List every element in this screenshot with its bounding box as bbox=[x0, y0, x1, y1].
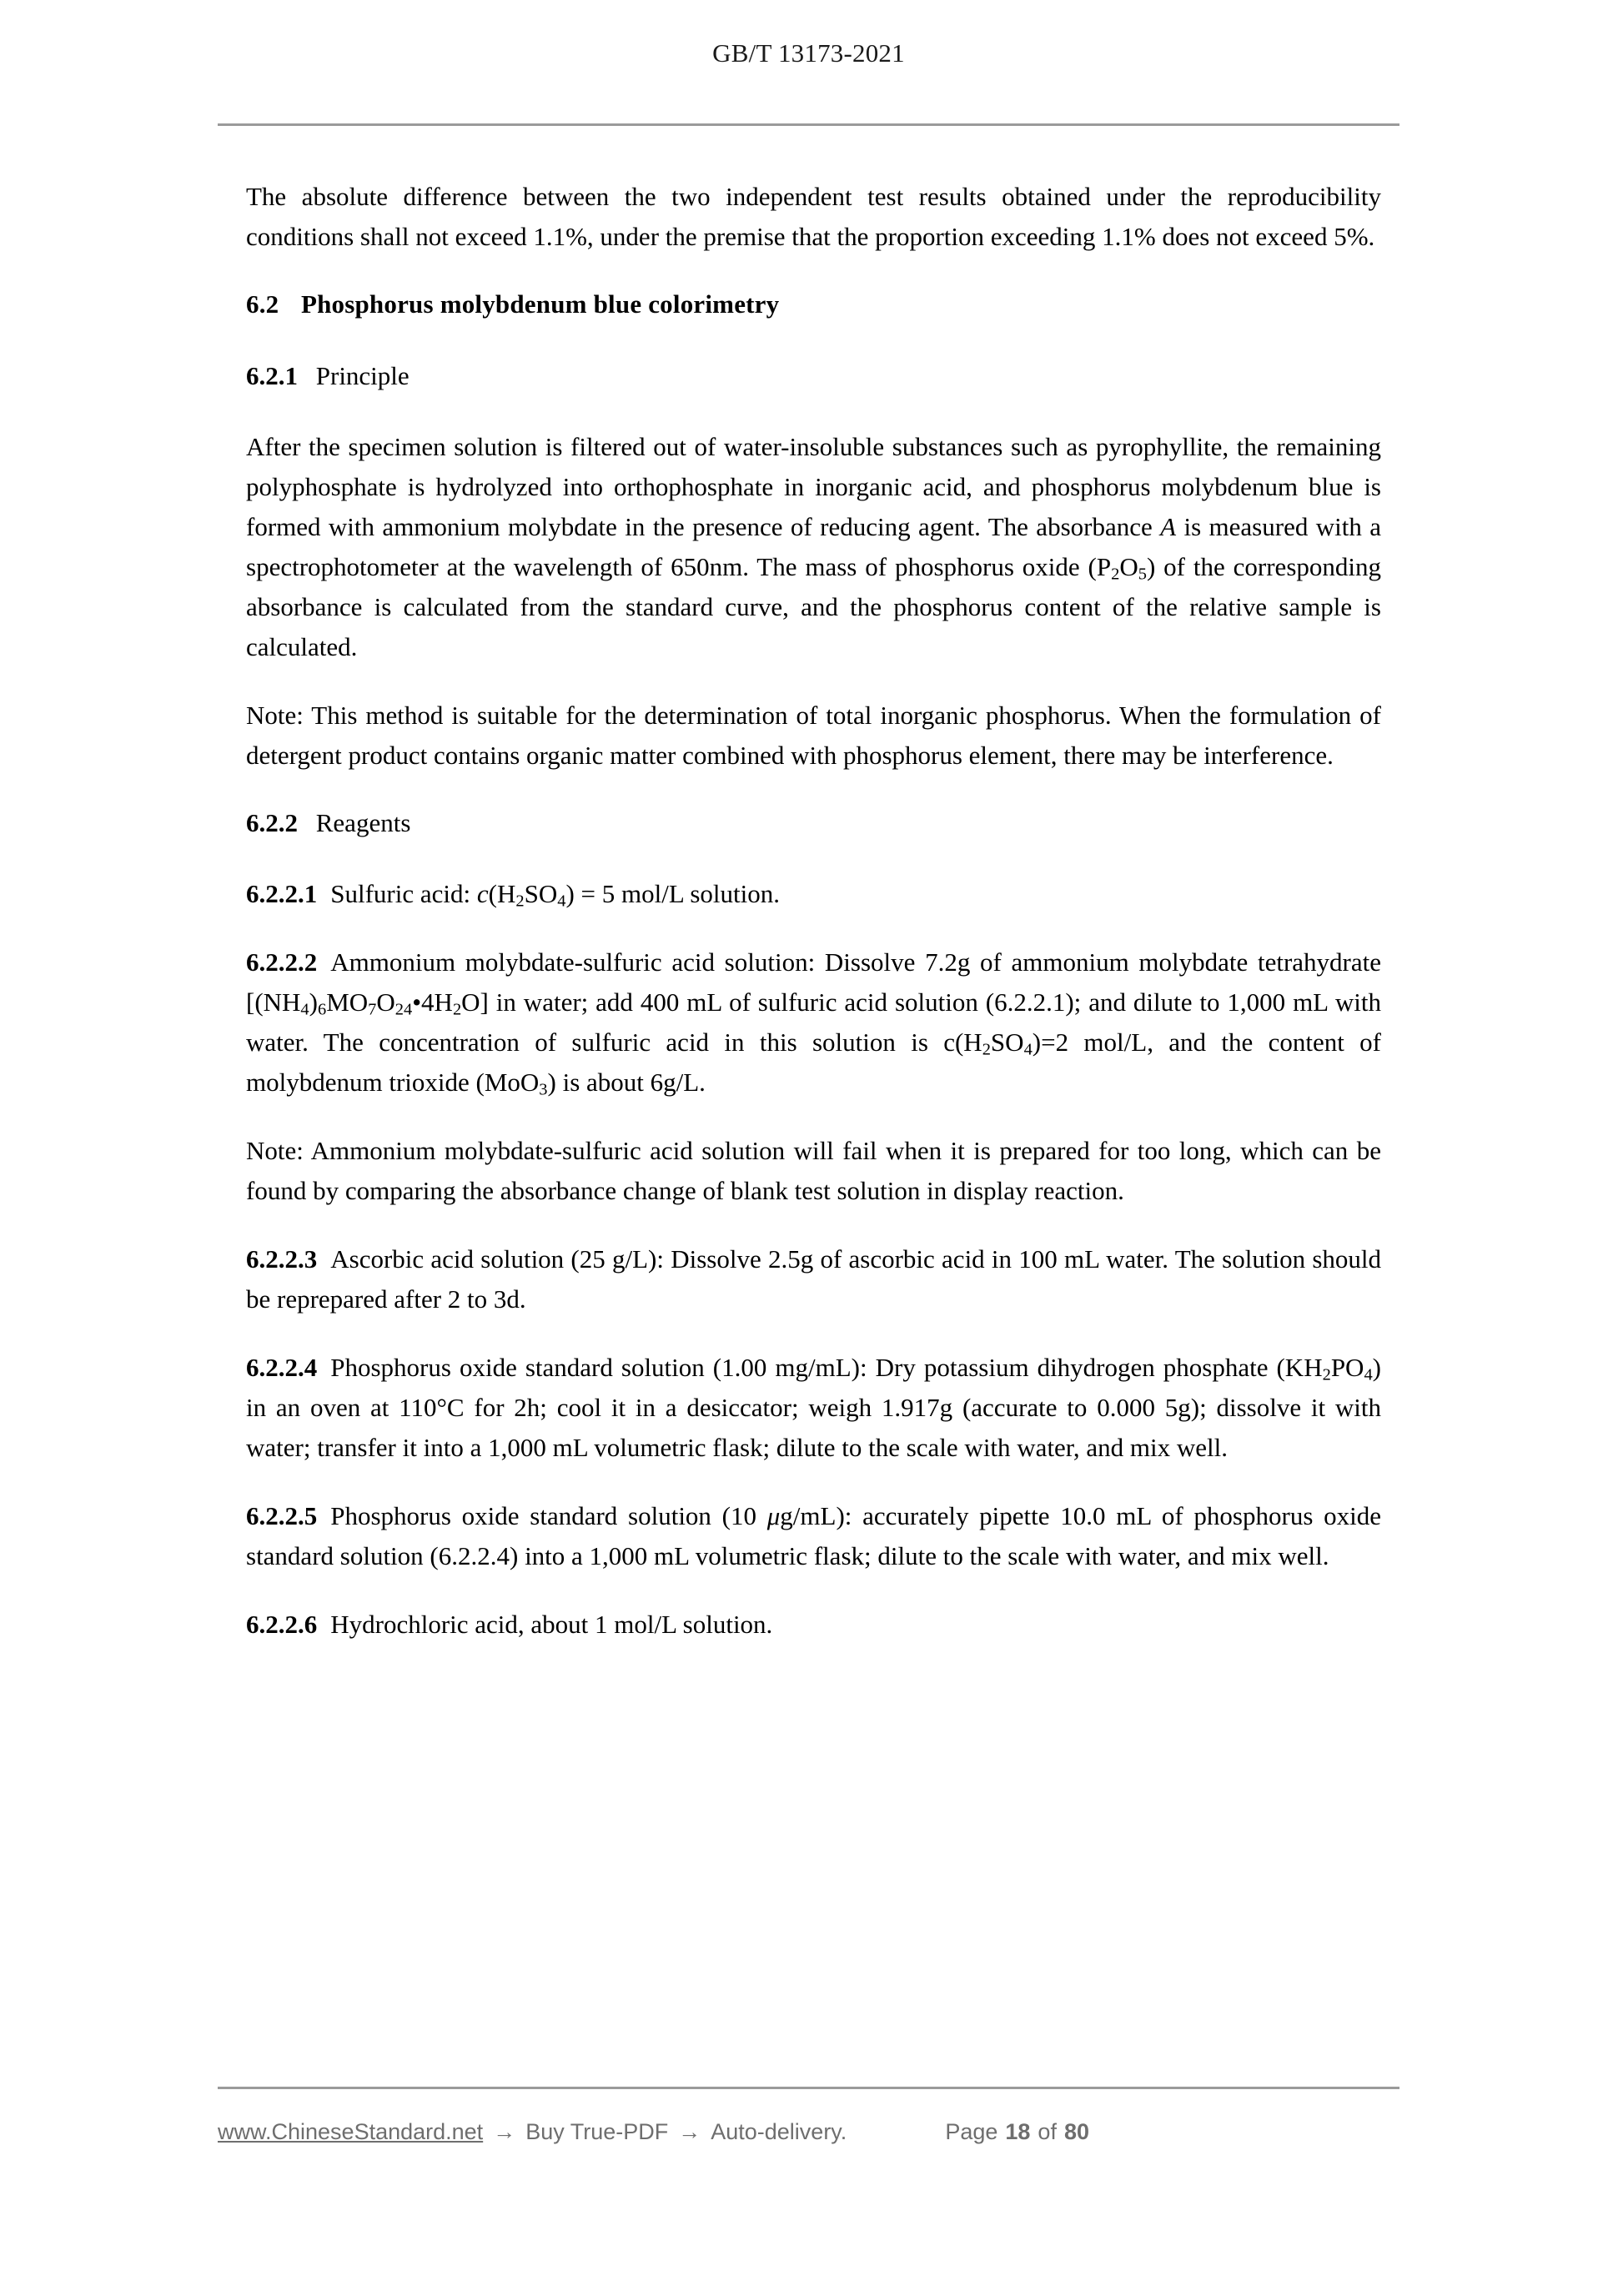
kh2po4-sub-4: 4 bbox=[1364, 1365, 1373, 1384]
clause-6-2-2-5-text-2: g/mL): accurately pipette 10.0 mL of phosphorus oxide standard solution (6.2.2.4) into a 1,000 mL volumetric flask; dilute to the scale with water, and mix well. bbox=[246, 1501, 1381, 1570]
clause-6-2-2-3-number: 6.2.2.3 bbox=[246, 1244, 318, 1274]
arrow-right-icon: → bbox=[493, 2119, 516, 2144]
clause-6-2-2-3-text: Ascorbic acid solution (25 g/L): Dissolve 2.5g of ascorbic acid in 100 mL water. The solution should be reprepared after 2 to 3d. bbox=[246, 1244, 1381, 1314]
clause-6-2-2-4-number: 6.2.2.4 bbox=[246, 1353, 318, 1382]
h2so4-sub-2: 2 bbox=[515, 892, 525, 911]
hydrate-label: •4H bbox=[412, 987, 453, 1017]
principle-paragraph bbox=[246, 427, 1381, 667]
absorbance-symbol: A bbox=[1160, 512, 1177, 541]
page-footer bbox=[218, 2087, 1399, 2145]
clause-6-2-2-2-text-2: O] in water; add 400 mL of sulfuric acid solution (6.2.2.1); and dilute to 1,000 mL with water. The concentration of sulfuric acid in this solution is c(H bbox=[246, 987, 1381, 1057]
clause-6-2-2-2-text-4: ) is about 6g/L. bbox=[547, 1068, 706, 1097]
clause-6-2-2-2-text-1: Ammonium molybdate-sulfuric acid solution: Dissolve 7.2g of ammonium molybdate tetrahydrate [(NH bbox=[246, 947, 1381, 1017]
kh2po4-po: PO bbox=[1330, 1353, 1364, 1382]
clause-6-2-2-5 bbox=[246, 1496, 1381, 1576]
page-header bbox=[218, 37, 1399, 128]
heading-6-2-title: Phosphorus molybdenum blue colorimetry bbox=[300, 289, 780, 319]
heading-6-2 bbox=[246, 285, 1381, 324]
moo3-sub-3: 3 bbox=[539, 1080, 548, 1099]
nh4-sub-4: 4 bbox=[300, 1000, 309, 1019]
page-indicator bbox=[945, 2119, 1097, 2145]
standard-number-title: GB/T 13173-2021 bbox=[712, 38, 905, 68]
heading-6-2-2-number: 6.2.2 bbox=[246, 808, 298, 837]
h2so4b-sub-4: 4 bbox=[1023, 1040, 1033, 1059]
nh4-close: ) bbox=[309, 987, 318, 1017]
clause-6-2-2-3 bbox=[246, 1239, 1381, 1319]
nh4-sub-6: 6 bbox=[317, 1000, 327, 1019]
footer-promo-buy: Buy True-PDF bbox=[525, 2119, 669, 2144]
principle-text-1: After the specimen solution is filtered out of water-insoluble substances such as pyrophyllite, the remaining polyphosphate is hydrolyzed into orthophosphate in inorganic acid, and phosphorus molybdenum blue is formed with ammonium molybdate in the presence of reducing agent. The absorbance bbox=[246, 432, 1381, 541]
clause-6-2-2-1-text-3: ) = 5 mol/L solution. bbox=[565, 879, 781, 908]
clause-6-2-2-4-text-2: ) in an oven at 110°C for 2h; cool it in a desiccator; weigh 1.917g (accurate to 0.000 5g); dissolve it with water; transfer it into a 1,000 mL volumetric flask; dilute to the scale with water, and mix well. bbox=[246, 1353, 1381, 1462]
principle-text-2: is measured with a spectrophotometer at the wavelength of 650nm. The mass of phosphorus oxide (P bbox=[246, 512, 1382, 581]
clause-6-2-2-6 bbox=[246, 1605, 1381, 1645]
heading-6-2-1 bbox=[246, 357, 1381, 395]
clause-6-2-2-6-number: 6.2.2.6 bbox=[246, 1610, 318, 1639]
concentration-symbol-c: c bbox=[476, 879, 489, 908]
clause-6-2-2-1-number: 6.2.2.1 bbox=[246, 879, 318, 908]
heading-6-2-number: 6.2 bbox=[246, 289, 279, 319]
heading-6-2-1-number: 6.2.1 bbox=[246, 361, 298, 390]
footer-website-link[interactable]: www.ChineseStandard.net bbox=[218, 2119, 484, 2144]
clause-6-2-2-4 bbox=[246, 1348, 1381, 1468]
clause-6-2-2-4-text-1: Phosphorus oxide standard solution (1.00 mg/mL): Dry potassium dihydrogen phosphate (KH bbox=[330, 1353, 1323, 1382]
clause-6-2-2-5-number: 6.2.2.5 bbox=[246, 1501, 318, 1530]
footer-divider bbox=[218, 2087, 1399, 2089]
clause-6-2-2-6-text: Hydrochloric acid, about 1 mol/L solution. bbox=[330, 1610, 773, 1639]
kh2po4-sub-2: 2 bbox=[1322, 1365, 1331, 1384]
footer-row bbox=[218, 2119, 1399, 2145]
principle-text-3: ) of the corresponding absorbance is calculated from the standard curve, and the phosphorus content of the relative sample is calculated. bbox=[246, 552, 1381, 661]
heading-6-2-1-title: Principle bbox=[315, 361, 410, 390]
mo-label: MO bbox=[326, 987, 369, 1017]
h2so4-so: SO bbox=[524, 879, 558, 908]
hydrate-sub-2: 2 bbox=[452, 1000, 462, 1019]
note-principle: Note: This method is suitable for the determination of total inorganic phosphorus. When the formulation of detergent product contains organic matter combined with phosphorus element, there may be interference. bbox=[246, 701, 1381, 770]
heading-6-2-2-title: Reagents bbox=[315, 808, 411, 837]
p2o5-o: O bbox=[1119, 552, 1138, 581]
clause-6-2-2-1-text-2: (H bbox=[488, 879, 516, 908]
of-label: of bbox=[1038, 2119, 1057, 2144]
h2so4-sub-4: 4 bbox=[557, 892, 566, 911]
page-label: Page bbox=[945, 2119, 998, 2144]
h2so4b-sub-2: 2 bbox=[982, 1040, 991, 1059]
total-page-count: 80 bbox=[1063, 2119, 1089, 2144]
header-divider bbox=[218, 123, 1399, 126]
footer-promo-delivery: Auto-delivery. bbox=[711, 2119, 847, 2144]
micro-symbol: μ bbox=[766, 1501, 781, 1530]
note-molybdate: Note: Ammonium molybdate-sulfuric acid solution will fail when it is prepared for too long, which can be found by comparing the absorbance change of blank test solution in display reaction. bbox=[246, 1136, 1381, 1205]
o-label: O bbox=[376, 987, 395, 1017]
document-body bbox=[246, 177, 1381, 1673]
p2o5-sub-2: 2 bbox=[1111, 565, 1120, 584]
clause-6-2-2-5-text-1: Phosphorus oxide standard solution (10 bbox=[330, 1501, 767, 1530]
clause-6-2-2-2-text-3: )=2 mol/L, and the content of molybdenum trioxide (MoO bbox=[246, 1027, 1381, 1097]
mo-sub-7: 7 bbox=[368, 1000, 377, 1019]
clause-6-2-2-1 bbox=[246, 874, 1381, 914]
intro-paragraph: The absolute difference between the two independent test results obtained under the reproducibility conditions shall not exceed 1.1%, under the premise that the proportion exceeding 1.1% does not exceed 5%. bbox=[246, 182, 1381, 251]
clause-6-2-2-1-text-1: Sulfuric acid: bbox=[330, 879, 477, 908]
page-number: 18 bbox=[1005, 2119, 1031, 2144]
clause-6-2-2-2 bbox=[246, 942, 1381, 1103]
footer-promo bbox=[218, 2119, 847, 2145]
heading-6-2-2 bbox=[246, 804, 1381, 842]
p2o5-sub-5: 5 bbox=[1138, 565, 1147, 584]
arrow-right-icon-2: → bbox=[678, 2119, 701, 2144]
o-sub-24: 24 bbox=[394, 1000, 413, 1019]
clause-6-2-2-2-number: 6.2.2.2 bbox=[246, 947, 318, 977]
h2so4b-so: SO bbox=[990, 1027, 1024, 1057]
